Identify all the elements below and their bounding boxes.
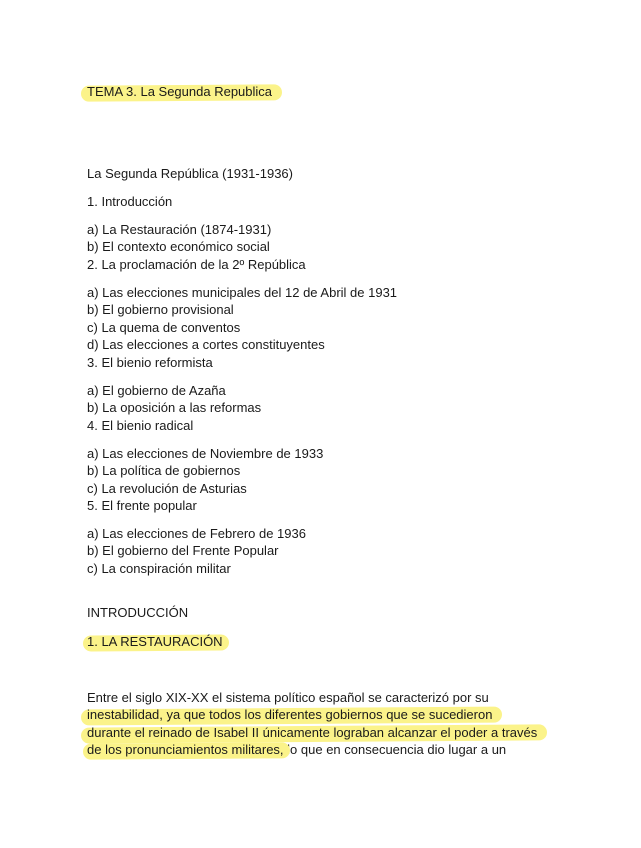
- outline-item: b) La oposición a las reformas: [87, 400, 262, 415]
- document-title: [87, 83, 272, 100]
- title-highlight: TEMA 3. La Segunda Republica: [87, 84, 273, 99]
- outline-item: a) El gobierno de Azaña: [87, 383, 226, 398]
- body-text: lo que en consecuencia dio lugar a un: [283, 742, 507, 757]
- subsection-heading: [87, 633, 223, 650]
- outline-item: d) Las elecciones a cortes constituyentes: [87, 337, 325, 352]
- body-line: [87, 706, 492, 723]
- outline-item: 1. Introducción: [87, 194, 173, 209]
- outline-item: b) El gobierno provisional: [87, 302, 234, 317]
- outline-item: c) La revolución de Asturias: [87, 481, 247, 496]
- outline-item: c) La quema de conventos: [87, 320, 241, 335]
- body-highlight: durante el reinado de Isabel II únicamente lograban alcanzar el poder a través: [87, 725, 538, 740]
- outline-item: 4. El bienio radical: [87, 418, 194, 433]
- body-highlight: inestabilidad, ya que todos los diferentes gobiernos que se sucedieron: [87, 707, 493, 722]
- subsection-highlight: 1. LA RESTAURACIÓN: [87, 634, 223, 649]
- outline-item: a) La Restauración (1874-1931): [87, 222, 272, 237]
- section-heading: INTRODUCCIÓN: [87, 605, 189, 620]
- outline-item: a) Las elecciones de Febrero de 1936: [87, 526, 306, 541]
- body-highlight: de los pronunciamientos militares,: [87, 742, 284, 757]
- outline-item: a) Las elecciones de Noviembre de 1933: [87, 446, 324, 461]
- outline-item: 5. El frente popular: [87, 498, 197, 513]
- outline-item: b) La política de gobiernos: [87, 463, 241, 478]
- outline-item: a) Las elecciones municipales del 12 de Abril de 1931: [87, 285, 398, 300]
- body-line: [87, 724, 537, 741]
- body-line: [87, 741, 506, 758]
- outline-item: b) El contexto económico social: [87, 239, 270, 254]
- outline-item: 2. La proclamación de la 2º República: [87, 257, 306, 272]
- body-line: Entre el siglo XIX-XX el sistema político español se caracterizó por su: [87, 690, 489, 705]
- outline-item: b) El gobierno del Frente Popular: [87, 543, 279, 558]
- outline-item: 3. El bienio reformista: [87, 355, 213, 370]
- outline-item: c) La conspiración militar: [87, 561, 231, 576]
- outline-heading: La Segunda República (1931-1936): [87, 166, 293, 181]
